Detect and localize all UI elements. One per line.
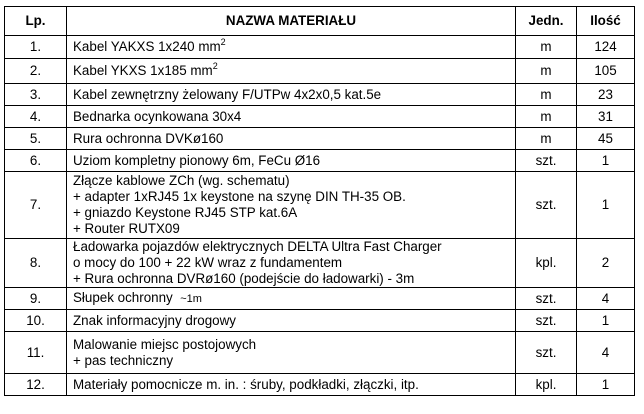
material-name: Bednarka ocynkowana 30x4 (67, 106, 516, 128)
unit: szt. (516, 288, 577, 310)
material-name (67, 59, 516, 84)
header-unit: Jedn. (516, 7, 577, 36)
table-row (5, 106, 635, 128)
unit: kpl. (516, 239, 577, 288)
table-row (5, 36, 635, 59)
quantity: 31 (577, 106, 635, 128)
material-name-line: + Router RUTX09 (73, 221, 180, 236)
material-name-line: + Rura ochronna DVRø160 (podejście do ładowarki) - 3m (73, 271, 415, 286)
quantity: 1 (577, 172, 635, 239)
quantity: 45 (577, 128, 635, 150)
row-number: 6. (5, 150, 67, 172)
row-number: 5. (5, 128, 67, 150)
row-number: 3. (5, 84, 67, 106)
unit: szt. (516, 310, 577, 332)
material-name (67, 288, 516, 310)
table-row (5, 310, 635, 332)
quantity: 23 (577, 84, 635, 106)
unit: m (516, 128, 577, 150)
material-name: Materiały pomocnicze m. in. : śruby, podkładki, złączki, itp. (67, 374, 516, 396)
material-name-line: Słupek ochronny (73, 290, 173, 305)
quantity: 2 (577, 239, 635, 288)
unit: kpl. (516, 374, 577, 396)
row-number: 11. (5, 332, 67, 374)
material-name-line: Ładowarka pojazdów elektrycznych DELTA Ultra Fast Charger (73, 239, 442, 254)
row-number: 9. (5, 288, 67, 310)
material-name-line: + gniazdo Keystone RJ45 STP kat.6A (73, 205, 298, 220)
row-number: 10. (5, 310, 67, 332)
header-qty: Ilość (577, 7, 635, 36)
unit: m (516, 84, 577, 106)
material-name (67, 36, 516, 59)
superscript: 2 (220, 37, 226, 47)
material-name: Znak informacyjny drogowy (67, 310, 516, 332)
unit: szt. (516, 172, 577, 239)
table-row (5, 128, 635, 150)
material-name-line: Malowanie miejsc postojowych (73, 336, 257, 352)
table-row (5, 332, 635, 374)
material-name (67, 172, 516, 239)
table-row (5, 288, 635, 310)
quantity: 1 (577, 310, 635, 332)
material-name-line: + pas techniczny (73, 352, 174, 368)
quantity: 4 (577, 288, 635, 310)
quantity: 124 (577, 36, 635, 59)
table-row (5, 84, 635, 106)
table-row (5, 374, 635, 396)
table-row (5, 172, 635, 239)
material-name-suffix: ~1m (180, 293, 202, 305)
unit: m (516, 59, 577, 84)
row-number: 8. (5, 239, 67, 288)
material-name (67, 239, 516, 288)
header-name: NAZWA MATERIAŁU (67, 7, 516, 36)
row-number: 4. (5, 106, 67, 128)
material-name-line: Złącze kablowe ZCh (wg. schematu) (73, 173, 290, 188)
material-name-line: Kabel YAKXS 1x240 mm (73, 39, 221, 54)
row-number: 1. (5, 36, 67, 59)
quantity: 1 (577, 150, 635, 172)
quantity: 4 (577, 332, 635, 374)
material-name: Kabel zewnętrzny żelowany F/UTPw 4x2x0,5 kat.5e (67, 84, 516, 106)
table-row (5, 150, 635, 172)
superscript: 2 (212, 61, 218, 71)
unit: m (516, 106, 577, 128)
unit: m (516, 36, 577, 59)
header-lp: Lp. (5, 7, 67, 36)
quantity: 105 (577, 59, 635, 84)
material-name-line: Kabel YKXS 1x185 mm (73, 63, 213, 78)
material-name: Uziom kompletny pionowy 6m, FeCu Ø16 (67, 150, 516, 172)
table-row (5, 59, 635, 84)
unit: szt. (516, 150, 577, 172)
row-number: 2. (5, 59, 67, 84)
material-name-line: + adapter 1xRJ45 1x keystone na szynę DIN TH-35 OB. (73, 189, 406, 204)
row-number: 12. (5, 374, 67, 396)
material-name (67, 332, 516, 374)
quantity: 1 (577, 374, 635, 396)
row-number: 7. (5, 172, 67, 239)
table-header-row (5, 7, 635, 36)
materials-table (4, 6, 635, 396)
material-name: Rura ochronna DVKø160 (67, 128, 516, 150)
material-name-line: o mocy do 100 + 22 kW wraz z fundamentem (73, 255, 343, 270)
table-row (5, 239, 635, 288)
unit: szt. (516, 332, 577, 374)
